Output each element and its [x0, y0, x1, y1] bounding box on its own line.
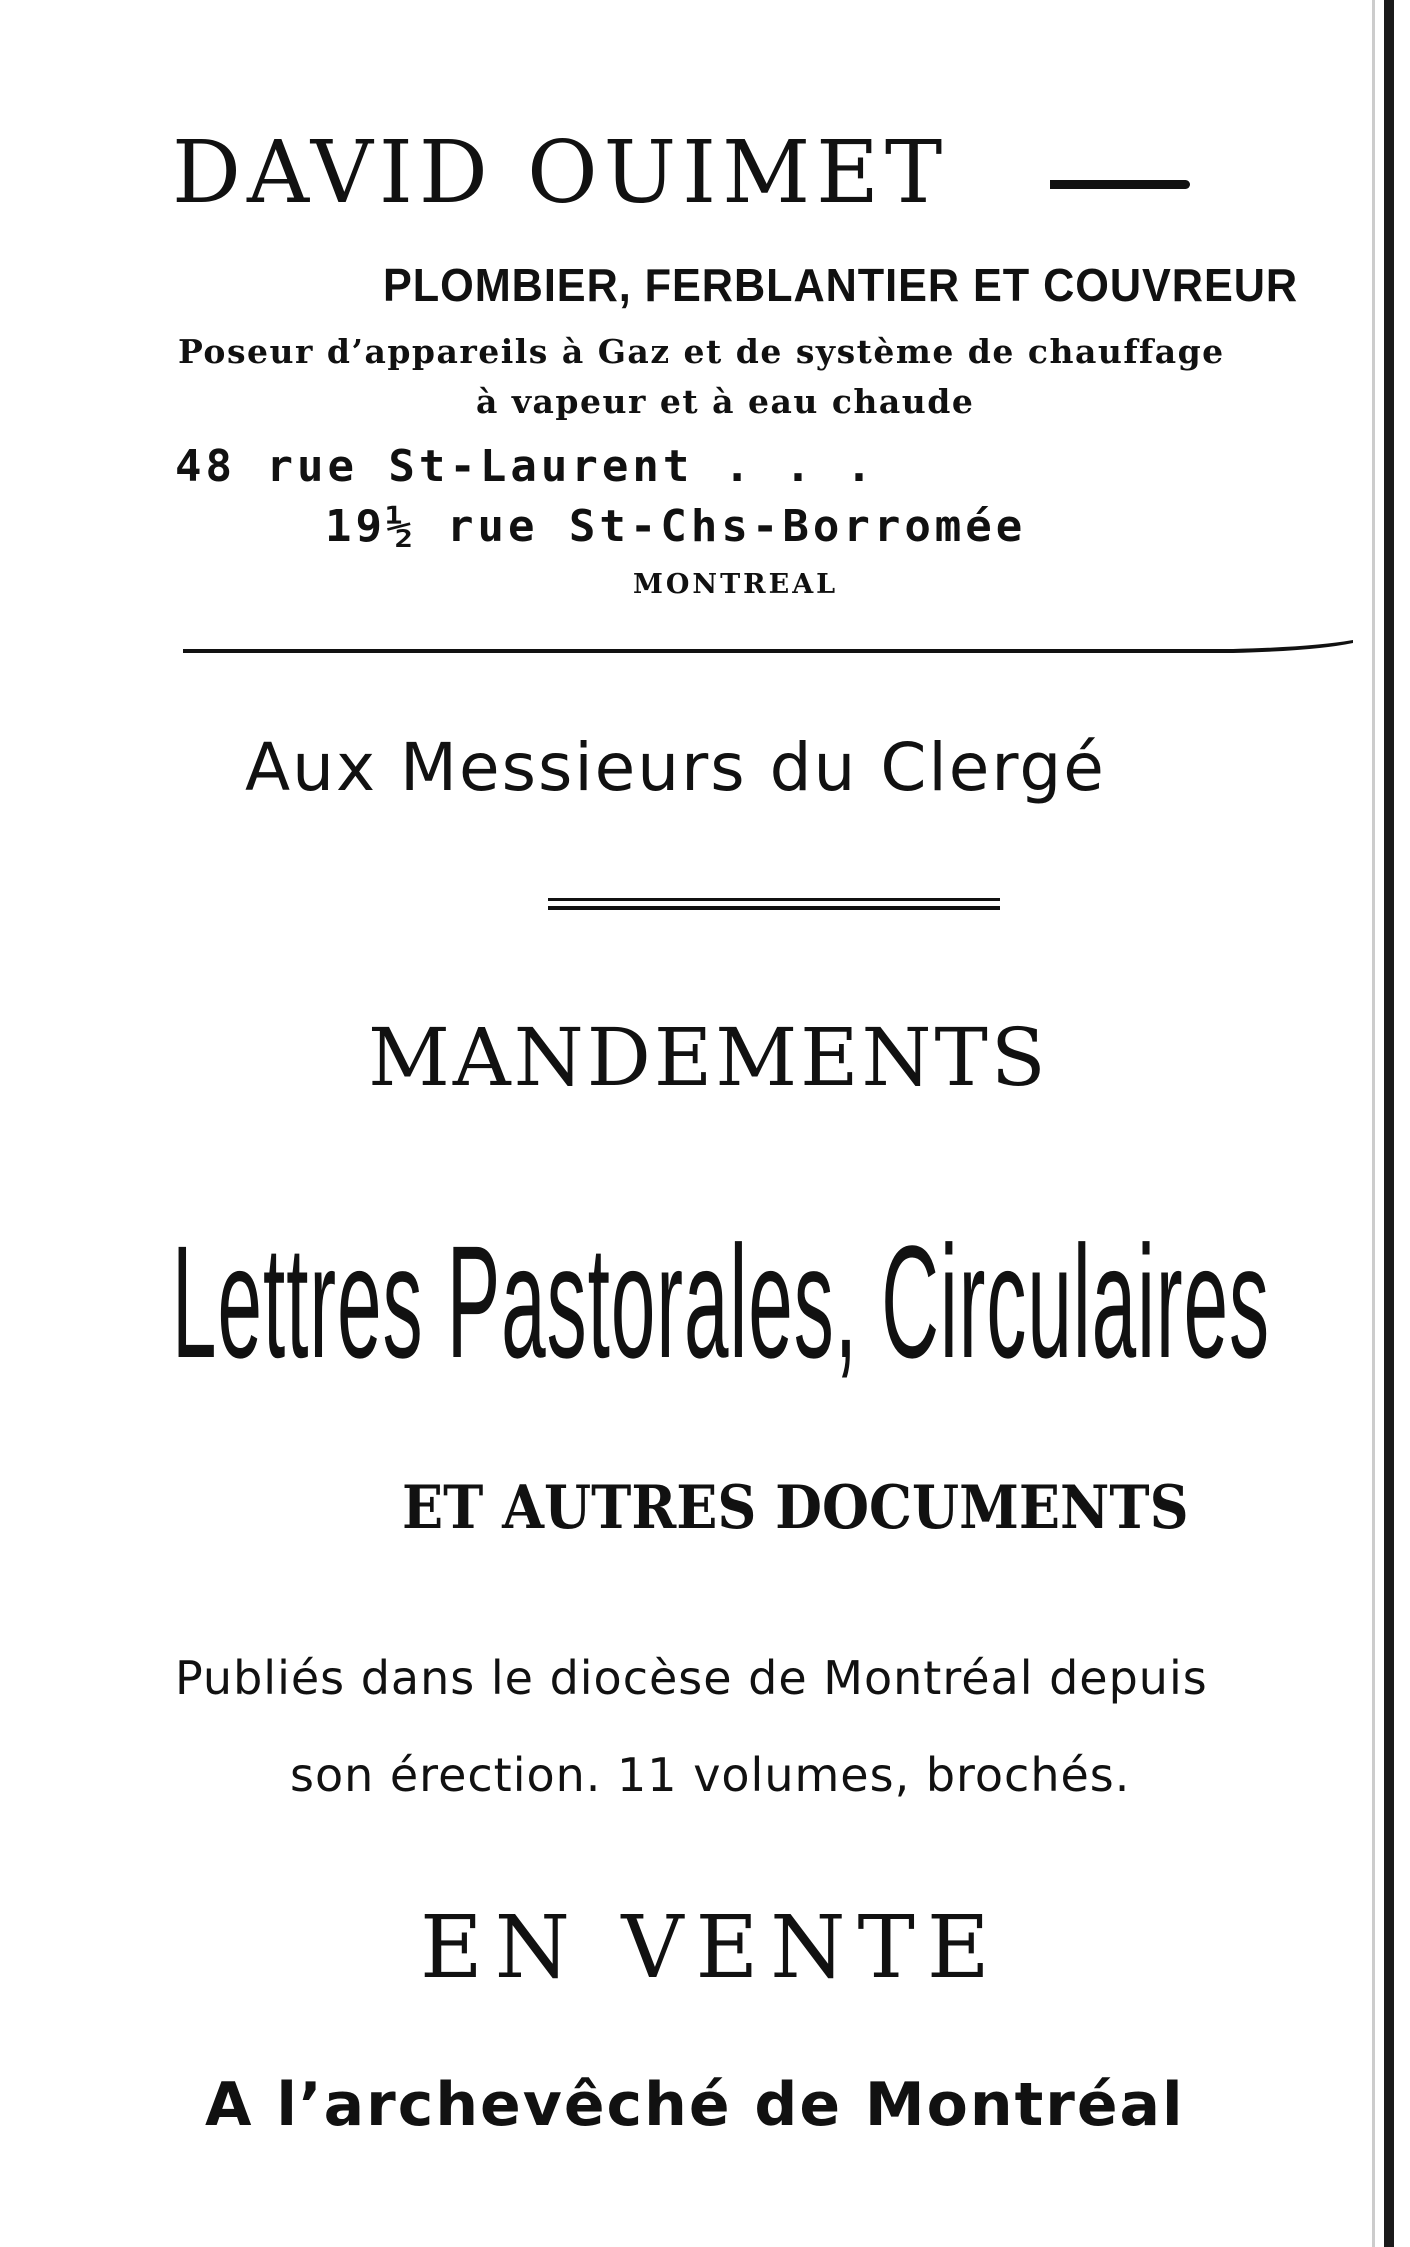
- other-documents-subtitle: ET AUTRES DOCUMENTS: [402, 1473, 1189, 1543]
- advertiser-trade: PLOMBIER, FERBLANTIER ET COUVREUR: [383, 259, 1299, 311]
- sale-location: A l’archevêché de Montréal: [205, 2070, 1185, 2140]
- pastoral-letters-title: Lettres Pastorales, Circulaires: [172, 1212, 1271, 1391]
- address-line-1: 48 rue St-Laurent . . .: [175, 441, 877, 492]
- mandements-title: MANDEMENTS: [368, 1011, 1049, 1104]
- section-divider-rule: [183, 640, 1353, 654]
- page-edge-shadow: [1372, 0, 1375, 2247]
- description-line-1: Publiés dans le diocèse de Montréal depuis: [175, 1651, 1208, 1705]
- address-line-2: 19½ rue St-Chs-Borromée: [325, 501, 1027, 552]
- clergy-heading: Aux Messieurs du Clergé: [245, 729, 1106, 806]
- double-rule-divider: [548, 898, 1000, 912]
- page-edge: [1384, 0, 1394, 2247]
- services-line-1: Poseur d’appareils à Gaz et de système de chauffage: [178, 332, 1225, 371]
- advertiser-name: DAVID OUIMET: [172, 123, 949, 223]
- description-line-2: son érection. 11 volumes, brochés.: [290, 1748, 1131, 1802]
- sale-heading: EN VENTE: [420, 1898, 1002, 1998]
- name-dash-ornament: [1050, 180, 1190, 189]
- city-name: MONTREAL: [633, 569, 839, 600]
- services-line-2: à vapeur et à eau chaude: [476, 382, 975, 421]
